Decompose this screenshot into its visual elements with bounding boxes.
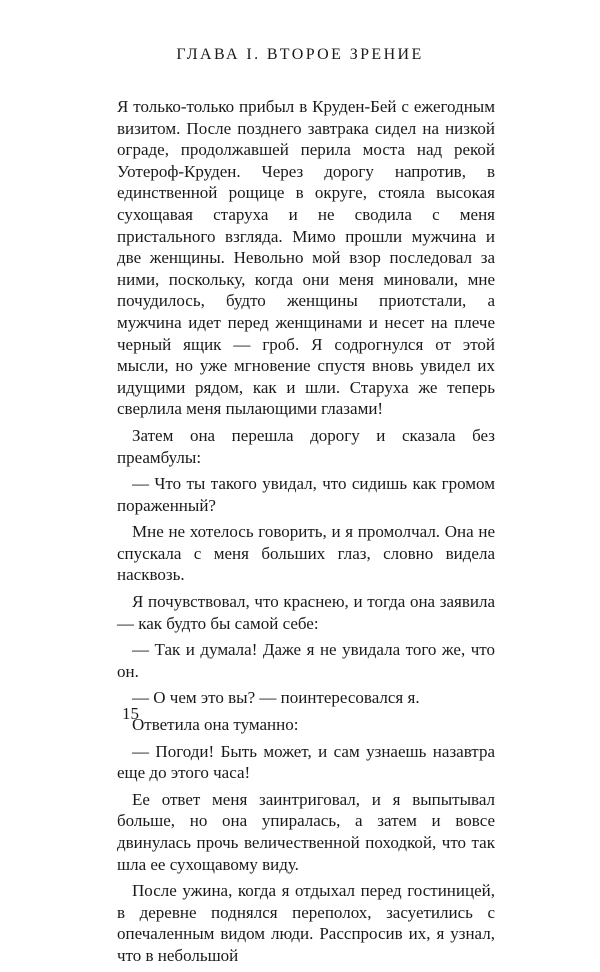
paragraph-8: Ответила она туманно: [132, 715, 299, 735]
paragraph-6: — Так и думала! Даже я не увидала того же, что он. [117, 640, 495, 681]
paragraph-2: Затем она перешла дорогу и сказала без преамбулы: [117, 425, 495, 467]
body-text [117, 96, 495, 972]
paragraph-1: Я только-только прибыл в Круден-Бей с ежегодным визитом. После позднего завтрака сидел на низкой ограде, продолжавшей перила моста над рекой Уотероф-Круден. Через дорогу напротив, в единственной рощице в округе, стояла высокая сухощавая старуха и не сводила с меня пристального взгляда. Мимо прошли мужчина и две женщины. Невольно мой взор последовал за ними, поскольку, когда они меня миновали, мне почудилось, будто женщины приотстали, а мужчина идет перед женщинами и несет на плече черный ящик — гроб. Я содрогнулся от этой мысли, но уже мгновение спустя вновь увидел их идущими рядом, как и шли. Старуха же теперь сверлила меня пылающими глазами! [117, 97, 495, 419]
paragraph-11: После ужина, когда я отдыхал перед гостиницей, в деревне поднялся переполох, засуетились с опечаленным видом люди. Расспросив их, я узнал, что в небольшой [117, 881, 495, 965]
paragraph-4: Мне не хотелось говорить, и я промолчал. Она не спускала с меня больших глаз, словно видела насквозь. [117, 522, 495, 585]
paragraph-7: — О чем это вы? — поинтересовался я. [132, 688, 420, 708]
paragraph-5: Я почувствовал, что краснею, и тогда она заявила — как будто бы самой себе: [117, 592, 495, 633]
chapter-title: ГЛАВА I. ВТОРОЕ ЗРЕНИЕ [176, 46, 424, 63]
page-number: 15 [122, 704, 139, 723]
paragraph-10: Ее ответ меня заинтриговал, и я выпытывал больше, но она упиралась, а затем и вовсе двинулась прочь величественной походкой, что так шла ее сухощавому виду. [117, 789, 495, 874]
paragraph-3: — Что ты такого увидал, что сидишь как громом пораженный? [117, 474, 495, 515]
paragraph-9: — Погоди! Быть может, и сам узнаешь назавтра еще до этого часа! [117, 741, 495, 783]
